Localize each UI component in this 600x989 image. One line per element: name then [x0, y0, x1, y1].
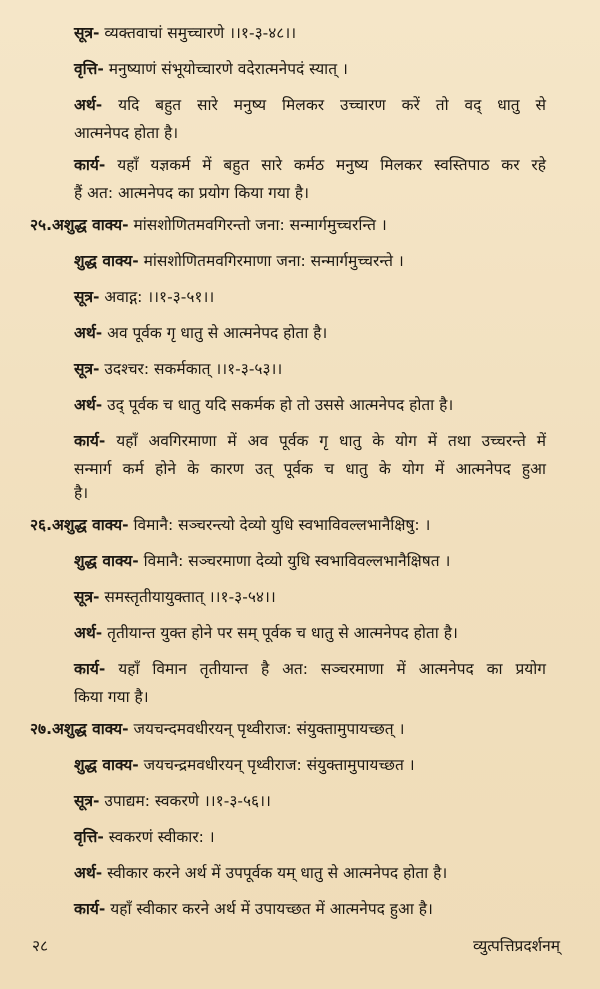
line-text: उद् पूर्वक च धातु यदि सकर्मक हो तो उससे आत्मनेपद होता है।: [102, 396, 454, 414]
sutra-line: [0, 18, 600, 49]
line-label: कार्य-: [74, 900, 106, 918]
line-text: सन्मार्ग कर्म होने के कारण उत् पूर्वक च धातु के योग में आत्मनेपद हुआ: [74, 460, 546, 478]
ashuddha-vakya-line: [0, 714, 600, 745]
continuation-line: [0, 457, 600, 481]
line-label: अर्थ-: [74, 396, 103, 414]
justified-line: [74, 426, 546, 457]
sutra-line: [0, 354, 600, 385]
artha-line: [0, 390, 600, 421]
line-text: विमानै: सञ्चरन्त्यो देव्यो युधि स्वभाविवल्लभानैक्षिषु: ।: [128, 516, 431, 534]
vritti-line: [0, 54, 600, 85]
line-text: समस्तृतीयायुक्तात् ।।१-३-५४।।: [99, 588, 276, 606]
continuation-line: [0, 121, 600, 145]
shuddha-vakya-line: [0, 246, 600, 277]
line-label: सूत्र-: [74, 588, 100, 606]
sutra-line: [0, 582, 600, 613]
line-text: जयचन्दमवधीरयन् पृथ्वीराज: संयुक्तामुपायच्छत् ।: [128, 720, 405, 738]
karya-line: [0, 894, 600, 925]
page-body: [0, 18, 600, 925]
artha-line: [0, 318, 600, 349]
line-text: यहाँ यज्ञकर्म में बहुत सारे कर्मठ मनुष्य मिलकर स्वस्तिपाठ कर रहे: [105, 156, 546, 174]
line-text: अवाद्ग: ।।१-३-५१।।: [99, 288, 215, 306]
line-label: अशुद्ध वाक्य-: [52, 720, 129, 738]
line-label: अर्थ-: [74, 864, 103, 882]
line-label: सूत्र-: [74, 288, 100, 306]
artha-line: [0, 618, 600, 649]
line-text: मांसशोणितमवगिरन्तो जना: सन्मार्गमुच्चरन्ति ।: [128, 216, 387, 234]
karya-line: [0, 654, 600, 685]
shuddha-vakya-line: [0, 750, 600, 781]
justified-line: [74, 457, 546, 481]
continuation-line: [0, 181, 600, 205]
continuation-line: [0, 481, 600, 505]
line-label: सूत्र-: [74, 792, 100, 810]
sutra-line: [0, 282, 600, 313]
justified-line: [74, 150, 546, 181]
vritti-line: [0, 822, 600, 853]
line-text: किया गया है।: [74, 688, 149, 706]
line-label: वृत्ति-: [74, 828, 104, 846]
line-label: सूत्र-: [74, 24, 100, 42]
line-text: है।: [74, 484, 89, 502]
line-text: मनुष्याणं संभूयोच्चारणे वदेरात्मनेपदं स्यात् ।: [103, 60, 348, 78]
karya-line: [0, 426, 600, 457]
line-label: अशुद्ध वाक्य-: [52, 216, 129, 234]
line-text: स्वकरणं स्वीकार: ।: [103, 828, 215, 846]
artha-line: [0, 858, 600, 889]
line-label: कार्य-: [74, 432, 106, 450]
sutra-line: [0, 786, 600, 817]
line-text: स्वीकार करने अर्थ में उपपूर्वक यम् धातु से आत्मनेपद होता है।: [102, 864, 448, 882]
line-text: मांसशोणितमवगिरमाणा जना: सन्मार्गमुच्चरन्ते ।: [138, 252, 404, 270]
line-label: शुद्ध वाक्य-: [74, 756, 139, 774]
continuation-line: [0, 685, 600, 709]
line-text: उपाद्यम: स्वकरणे ।।१-३-५६।।: [99, 792, 271, 810]
line-label: कार्य-: [74, 660, 106, 678]
book-title: व्युत्पत्तिप्रदर्शनम्: [472, 937, 560, 955]
line-label: अर्थ-: [74, 624, 103, 642]
artha-line: [0, 90, 600, 121]
page-footer: [0, 934, 600, 958]
line-label: अशुद्ध वाक्य-: [52, 516, 129, 534]
line-text: जयचन्द्रमवधीरयन् पृथ्वीराज: संयुक्तामुपायच्छत ।: [138, 756, 415, 774]
ashuddha-vakya-line: [0, 210, 600, 241]
line-label: अर्थ-: [74, 96, 103, 114]
line-text: विमानै: सञ्चरमाणा देव्यो युधि स्वभाविवल्लभानैक्षिषत ।: [138, 552, 451, 570]
line-text: यदि बहुत सारे मनुष्य मिलकर उच्चारण करें तो वद् धातु से: [102, 96, 546, 114]
karya-line: [0, 150, 600, 181]
justified-line: [74, 90, 546, 121]
line-text: व्यक्तवाचां समुच्चारणे ।।१-३-४८।।: [99, 24, 297, 42]
item-number: २५.: [30, 216, 53, 234]
shuddha-vakya-line: [0, 546, 600, 577]
line-text: उदश्चर: सकर्मकात् ।।१-३-५३।।: [99, 360, 283, 378]
item-number: २७.: [30, 720, 53, 738]
line-text: यहाँ विमान तृतीयान्त है अत: सञ्चरमाणा में आत्मनेपद का प्रयोग: [105, 660, 546, 678]
line-text: हैं अत: आत्मनेपद का प्रयोग किया गया है।: [74, 184, 309, 202]
line-text: यहाँ स्वीकार करने अर्थ में उपायच्छत में आत्मनेपद हुआ है।: [105, 900, 433, 918]
line-text: अव पूर्वक गृ धातु से आत्मनेपद होता है।: [102, 324, 328, 342]
line-text: आत्मनेपद होता है।: [74, 124, 179, 142]
line-label: वृत्ति-: [74, 60, 104, 78]
line-text: तृतीयान्त युक्त होने पर सम् पूर्वक च धातु से आत्मनेपद होता है।: [102, 624, 458, 642]
item-number: २६.: [30, 516, 53, 534]
page-number: २८: [32, 937, 49, 955]
line-label: कार्य-: [74, 156, 106, 174]
line-label: शुद्ध वाक्य-: [74, 252, 139, 270]
line-text: यहाँ अवगिरमाणा में अव पूर्वक गृ धातु के योग में तथा उच्चरन्ते में: [105, 432, 546, 450]
justified-line: [74, 654, 546, 685]
line-label: अर्थ-: [74, 324, 103, 342]
line-label: शुद्ध वाक्य-: [74, 552, 139, 570]
ashuddha-vakya-line: [0, 510, 600, 541]
line-label: सूत्र-: [74, 360, 100, 378]
